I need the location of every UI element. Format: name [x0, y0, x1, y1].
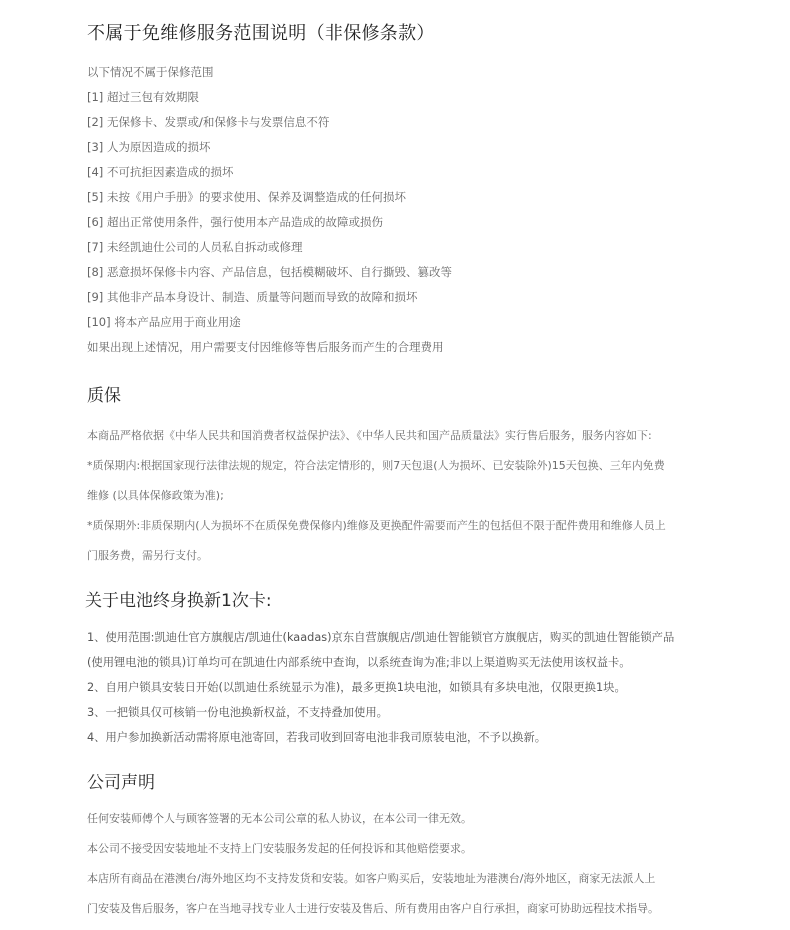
battery-card-line: 2、自用户锁具安装日开始(以凯迪仕系统显示为准)，最多更换1块电池，如锁具有多块电池，仅限更换1块。	[87, 681, 626, 694]
warranty-line: *质保期内:根据国家现行法律法规的规定，符合法定情形的，则7天包退(人为损坏、已安装除外)15天包换、三年内免费	[87, 459, 665, 472]
non-warranty-item: [7] 未经凯迪仕公司的人员私自拆动或修理	[87, 240, 303, 254]
non-warranty-item: [10] 将本产品应用于商业用途	[87, 315, 241, 329]
non-warranty-outro: 如果出现上述情况，用户需要支付因维修等售后服务而产生的合理费用	[87, 340, 444, 354]
warranty-line: *质保期外:非质保期内(人为损坏不在质保免费保修内)维修及更换配件需要而产生的包括但不限于配件费用和维修人员上	[87, 519, 666, 532]
non-warranty-item: [4] 不可抗拒因素造成的损坏	[87, 165, 234, 179]
battery-card-line: 4、用户参加换新活动需将原电池寄回，若我司收到回寄电池非我司原装电池，不予以换新。	[87, 731, 547, 744]
battery-card-line: 1、使用范围:凯迪仕官方旗舰店/凯迪仕(kaadas)京东自营旗舰店/凯迪仕智能锁官方旗舰店，购买的凯迪仕智能锁产品	[87, 631, 675, 644]
non-warranty-item: [9] 其他非产品本身设计、制造、质量等问题而导致的故障和损坏	[87, 290, 418, 304]
section-title-warranty: 质保	[87, 386, 121, 406]
warranty-line: 门服务费，需另行支付。	[87, 549, 208, 562]
non-warranty-item: [8] 恶意损坏保修卡内容、产品信息，包括模糊破坏、自行撕毁、篡改等	[87, 265, 452, 279]
battery-card-line: (使用锂电池的锁具)订单均可在凯迪仕内部系统中查询，以系统查询为准;非以上渠道购买无法使用该权益卡。	[87, 656, 631, 669]
non-warranty-item: [1] 超过三包有效期限	[87, 90, 199, 104]
warranty-line: 维修 (以具体保修政策为准);	[87, 489, 224, 502]
non-warranty-item: [2] 无保修卡、发票或/和保修卡与发票信息不符	[87, 115, 330, 129]
company-statement-line: 任何安装师傅个人与顾客签署的无本公司公章的私人协议，在本公司一律无效。	[87, 812, 472, 825]
section-title-non-warranty: 不属于免维修服务范围说明（非保修条款）	[87, 23, 435, 44]
company-statement-line: 本公司不接受因安装地址不支持上门安装服务发起的任何投诉和其他赔偿要求。	[87, 842, 472, 855]
non-warranty-intro: 以下情况不属于保修范围	[87, 65, 214, 79]
non-warranty-item: [5] 未按《用户手册》的要求使用、保养及调整造成的任何损坏	[87, 190, 406, 204]
company-statement-line: 本店所有商品在港澳台/海外地区均不支持发货和安装。如客户购买后，安装地址为港澳台/海外地区，商家无法派人上	[87, 872, 656, 885]
non-warranty-item: [3] 人为原因造成的损坏	[87, 140, 211, 154]
non-warranty-item: [6] 超出正常使用条件，强行使用本产品造成的故障或损伤	[87, 215, 383, 229]
company-statement-line: 门安装及售后服务，客户在当地寻找专业人士进行安装及售后、所有费用由客户自行承担，商家可协助远程技术指导。	[87, 902, 659, 915]
warranty-line: 本商品严格依据《中华人民共和国消费者权益保护法》、《中华人民共和国产品质量法》实行售后服务，服务内容如下:	[87, 429, 652, 442]
section-title-battery-card: 关于电池终身换新1次卡:	[85, 591, 272, 611]
battery-card-line: 3、一把锁具仅可核销一份电池换新权益，不支持叠加使用。	[87, 706, 388, 719]
section-title-company-statement: 公司声明	[87, 773, 155, 793]
